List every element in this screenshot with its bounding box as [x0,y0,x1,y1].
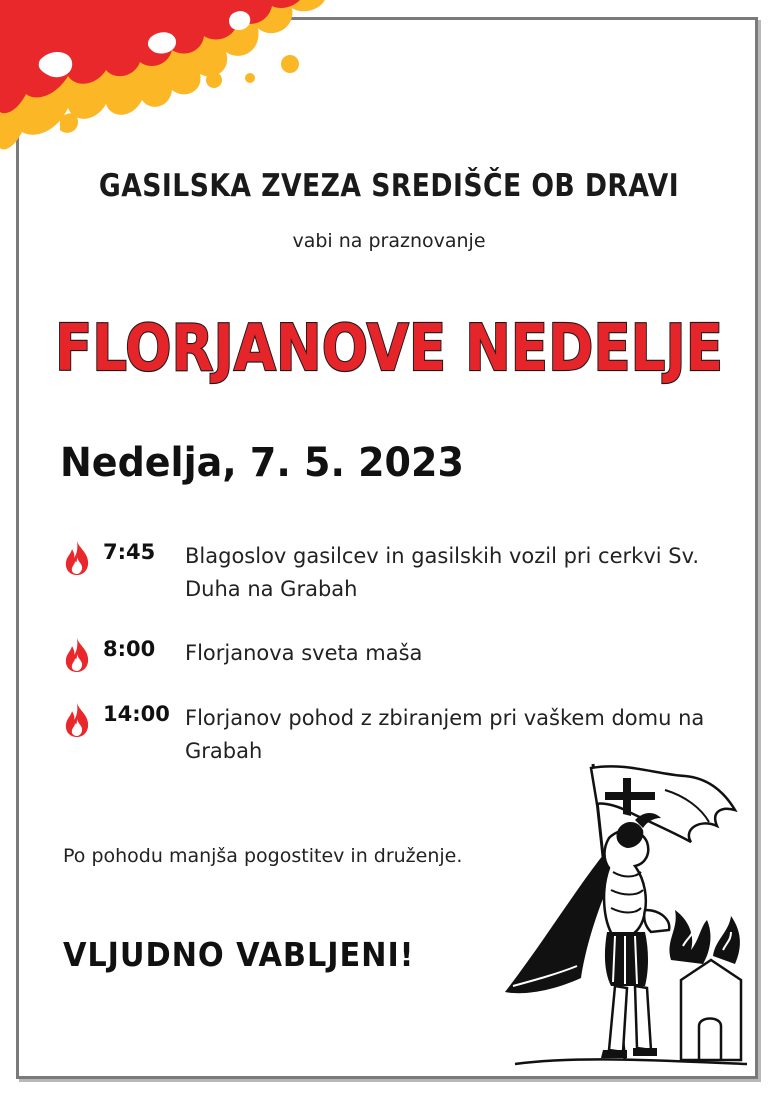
event-title-text: FLORJANOVE NEDELJE [55,312,723,386]
schedule-description: Florjanov pohod z zbiranjem pri vaškem domu na Grabah [185,706,705,763]
schedule-description: Florjanova sveta maša [185,641,423,665]
schedule-time: 14:00 [103,702,170,726]
schedule-description: Blagoslov gasilcev in gasilskih vozil pri cerkvi Sv. Duha na Grabah [185,544,700,601]
flames-decoration [0,0,330,160]
invitation-text: vabi na praznovanje [292,230,486,252]
organization-heading: GASILSKA ZVEZA SREDIŠČE OB DRAVI [98,168,680,204]
fire-icon [60,540,94,576]
event-date: Nedelja, 7. 5. 2023 [60,440,464,486]
fire-icon [60,702,94,738]
note-text: Po pohodu manjša pogostitev in druženje. [63,845,463,867]
saint-florian-illustration [485,760,750,1075]
fire-icon [60,637,94,673]
closing-text: VLJUDNO VABLJENI! [63,935,415,974]
schedule-time: 7:45 [103,540,156,564]
event-title [0,300,778,390]
schedule-time: 8:00 [103,637,156,661]
